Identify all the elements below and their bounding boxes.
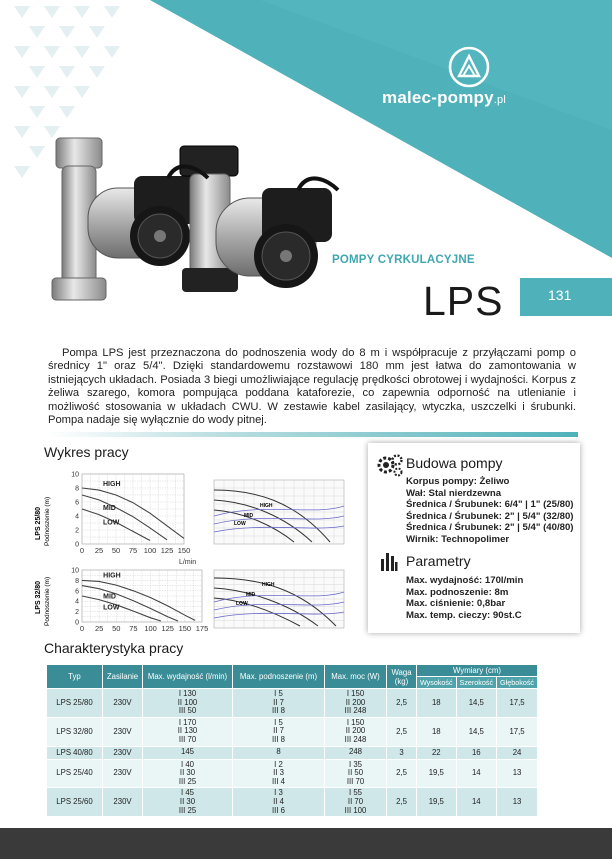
cell-glebokosc: 17,5 xyxy=(497,717,538,746)
malec-logo-icon xyxy=(446,44,492,90)
x-tick-label: 150 xyxy=(177,546,191,555)
x-tick-labels xyxy=(80,624,208,633)
table-row xyxy=(47,788,538,817)
cell-line: II 4 xyxy=(273,796,284,806)
x-tick-label: 25 xyxy=(94,546,104,555)
y-axis-label: Podnoszenie (m) xyxy=(44,576,51,626)
cell-line: I 45 xyxy=(180,788,194,798)
x-tick-label: 125 xyxy=(160,546,174,555)
curve-label-low: LOW xyxy=(103,519,120,527)
curve-label-mid: MID xyxy=(103,593,116,601)
cell-line: II 50 xyxy=(347,768,364,778)
cell-line: III 25 xyxy=(178,776,197,786)
cell-wydajnosc xyxy=(143,717,233,746)
cell-podnoszenie xyxy=(233,788,325,817)
y-tick-label: 0 xyxy=(75,541,79,549)
x-axis-label: L/min xyxy=(179,559,197,566)
cell-waga: 2,5 xyxy=(387,717,417,746)
product-description: Pompa LPS jest przeznaczona do podnoszenia wody do 8 m i współpracuje z przyłączami pomp o średnicy 1" oraz 5/4". Dzięki standardowemu rozstawowi 180 mm jest łatwa do zamontowania w istniejących układach. Posiada 3 biegi umożliwiające regulację prędkości obrotowej i wydajności. Korpus z żeliwa szarego, komora pompująca poddana kataforezie, co zapewnia odporność na utlenianie i możliwość stosowania w układach CWU. W zestawie kabel zasilający, wtyczka, uszczelki i śrubunki. Pompa nadaje się wyłącznie do wody pitnej. xyxy=(48,347,576,427)
cell-wysokosc: 18 xyxy=(417,689,457,718)
y-tick-label: 0 xyxy=(75,619,79,627)
cell-waga: 2,5 xyxy=(387,759,417,788)
cell-line: I 55 xyxy=(348,788,362,798)
cell-line: II 200 xyxy=(345,726,366,736)
curve-label-high: HIGH xyxy=(260,503,273,509)
y-tick-label: 6 xyxy=(75,588,79,596)
cell-szerokosc: 16 xyxy=(456,746,496,759)
y-axis-label: Podnoszenie (m) xyxy=(44,496,51,546)
cell-line: II 7 xyxy=(273,697,284,707)
cell-line: I 5 xyxy=(274,717,283,727)
cell-line: I 150 xyxy=(346,689,365,698)
x-tick-label: 75 xyxy=(128,546,138,555)
parameter-item: Max. ciśnienie: 0,8bar xyxy=(406,598,506,610)
cell-line: I 150 xyxy=(346,717,365,727)
cell-wysokosc: 18 xyxy=(417,717,457,746)
cell-line: III 248 xyxy=(344,706,367,716)
cell-line: II 30 xyxy=(179,796,196,806)
curve-label-mid: MID xyxy=(103,504,116,512)
y-tick-label: 8 xyxy=(75,577,79,585)
parameters-list xyxy=(406,575,578,621)
footer-bar xyxy=(0,828,612,859)
cell-zasilanie: 230V xyxy=(103,746,143,759)
cell-zasilanie: 230V xyxy=(103,759,143,788)
bar-chart-icon xyxy=(380,551,398,571)
x-tick-label: 50 xyxy=(111,546,121,555)
construction-list xyxy=(406,476,578,546)
cell-szerokosc: 14,5 xyxy=(456,689,496,718)
curve-label-high: HIGH xyxy=(262,582,275,588)
y-tick-label: 6 xyxy=(75,499,79,507)
chart-2-side-labels xyxy=(32,566,54,630)
parameter-item: Max. temp. cieczy: 90st.C xyxy=(406,609,522,621)
curve-label-mid: MID xyxy=(244,513,254,519)
cell-line: II 130 xyxy=(177,726,198,736)
parameter-item: Max. podnoszenie: 8m xyxy=(406,586,509,598)
cell-line: II 7 xyxy=(273,726,284,736)
cell-typ: LPS 40/80 xyxy=(47,746,103,759)
cell-wydajnosc xyxy=(143,759,233,788)
y-tick-label: 10 xyxy=(71,471,79,479)
cell-line: III 6 xyxy=(271,805,285,815)
x-tick-label: 175 xyxy=(195,624,209,633)
cell-waga: 2,5 xyxy=(387,689,417,718)
detailed-curve-chart-2 xyxy=(204,566,366,640)
y-tick-label: 8 xyxy=(75,485,79,493)
chart-grid xyxy=(82,474,184,544)
y-tick-label: 4 xyxy=(75,598,79,606)
detailed-curve-chart-1 xyxy=(204,476,366,556)
cell-moc xyxy=(325,689,387,718)
cell-zasilanie: 230V xyxy=(103,717,143,746)
cell-line: III 8 xyxy=(271,706,285,716)
construction-item: Wirnik: Technopolimer xyxy=(406,533,510,545)
cell-moc xyxy=(325,746,387,759)
x-tick-label: 75 xyxy=(129,624,138,633)
product-photo xyxy=(48,128,348,308)
cell-zasilanie: 230V xyxy=(103,788,143,817)
cell-moc xyxy=(325,717,387,746)
performance-chart-lps-25-80 xyxy=(54,470,214,566)
cell-szerokosc: 14 xyxy=(456,788,496,817)
performance-chart-lps-32-80 xyxy=(54,566,214,636)
chart-side-label: LPS 32/80 xyxy=(35,580,42,614)
curve-label-mid: MID xyxy=(246,592,256,598)
cell-podnoszenie xyxy=(233,689,325,718)
construction-item: Średnica / Śrubunek: 6/4" | 1" (25/80) xyxy=(406,499,574,511)
cell-line: III 70 xyxy=(178,734,197,744)
cell-typ: LPS 25/40 xyxy=(47,759,103,788)
product-model-title: LPS xyxy=(423,278,504,324)
col-header-zasilanie: Zasilanie xyxy=(103,665,143,689)
col-header-waga: Waga (kg) xyxy=(387,665,417,689)
cell-line: III 70 xyxy=(346,776,365,786)
y-tick-labels xyxy=(71,568,79,627)
cell-line: I 2 xyxy=(274,759,283,769)
cell-podnoszenie xyxy=(233,717,325,746)
cell-line: III 25 xyxy=(178,805,197,815)
cell-typ: LPS 32/80 xyxy=(47,717,103,746)
y-tick-label: 4 xyxy=(75,513,79,521)
construction-item: Średnica / Śrubunek: 2" | 5/4" (40/80) xyxy=(406,522,574,534)
x-tick-label: 100 xyxy=(143,546,157,555)
cell-line: II 30 xyxy=(179,768,196,778)
performance-table xyxy=(46,664,538,817)
cell-szerokosc: 14 xyxy=(456,759,496,788)
cell-glebokosc: 17,5 xyxy=(497,689,538,718)
cell-glebokosc: 13 xyxy=(497,788,538,817)
x-tick-label: 25 xyxy=(94,624,104,633)
section-divider xyxy=(48,432,578,437)
col-header-podnoszenie: Max. podnoszenie (m) xyxy=(233,665,325,689)
cell-wydajnosc xyxy=(143,788,233,817)
table-row xyxy=(47,746,538,759)
cell-typ: LPS 25/80 xyxy=(47,689,103,718)
cell-line: I 35 xyxy=(348,759,362,769)
y-tick-label: 2 xyxy=(75,527,79,535)
col-header-glebokosc: Głębokość xyxy=(497,677,538,689)
specification-panel xyxy=(368,443,580,633)
cell-wysokosc: 19,5 xyxy=(417,788,457,817)
col-header-moc: Max. moc (W) xyxy=(325,665,387,689)
col-header-typ: Typ xyxy=(47,665,103,689)
brand-wordmark: malec-pompy.pl xyxy=(382,88,507,107)
cell-szerokosc: 14,5 xyxy=(456,717,496,746)
cell-podnoszenie xyxy=(233,746,325,759)
gears-icon xyxy=(376,453,404,477)
chart-side-label: LPS 25/80 xyxy=(35,506,42,540)
cell-line: III 8 xyxy=(271,734,285,744)
cell-line: II 200 xyxy=(345,697,366,707)
x-tick-label: 125 xyxy=(161,624,174,633)
cell-line: III 50 xyxy=(178,706,197,716)
cell-line: I 170 xyxy=(178,717,197,727)
cell-line: I 3 xyxy=(274,788,283,798)
cell-line: I 130 xyxy=(178,689,197,698)
cell-waga: 3 xyxy=(387,746,417,759)
product-category: POMPY CYRKULACYJNE xyxy=(332,254,475,266)
x-tick-label: 100 xyxy=(144,624,157,633)
curve-label-low: LOW xyxy=(103,604,120,612)
cell-zasilanie: 230V xyxy=(103,689,143,718)
y-tick-label: 10 xyxy=(71,567,79,575)
cell-moc xyxy=(325,788,387,817)
curve-label-low: LOW xyxy=(234,521,246,527)
construction-title: Budowa pompy xyxy=(406,455,503,471)
construction-item: Korpus pompy: Żeliwo xyxy=(406,476,510,487)
x-tick-labels xyxy=(80,546,190,555)
cell-line: 248 xyxy=(348,747,362,757)
construction-item: Wał: Stal nierdzewna xyxy=(406,487,502,499)
y-tick-labels xyxy=(71,472,79,549)
page-number: 131 xyxy=(548,287,572,303)
chart-1-side-labels xyxy=(32,470,54,556)
cell-line: II 3 xyxy=(273,768,284,778)
parameters-title: Parametry xyxy=(406,553,471,569)
cell-glebokosc: 24 xyxy=(497,746,538,759)
cell-line: 8 xyxy=(276,747,281,757)
x-tick-label: 0 xyxy=(79,546,85,555)
cell-line: II 100 xyxy=(177,697,198,707)
curve-label-low: LOW xyxy=(236,601,248,607)
table-body xyxy=(47,689,538,817)
y-tick-label: 2 xyxy=(75,609,79,617)
table-row xyxy=(47,759,538,788)
construction-item: Średnica / Śrubunek: 2" | 5/4" (32/80) xyxy=(406,510,574,522)
curve-label-high: HIGH xyxy=(103,572,121,580)
cell-line: I 5 xyxy=(274,689,283,698)
col-header-wydajnosc: Max. wydajność (l/min) xyxy=(143,665,233,689)
cell-line: I 40 xyxy=(180,759,194,769)
cell-line: III 100 xyxy=(344,805,367,815)
cell-wysokosc: 22 xyxy=(417,746,457,759)
cell-wysokosc: 19,5 xyxy=(417,759,457,788)
cell-wydajnosc xyxy=(143,689,233,718)
cell-typ: LPS 25/60 xyxy=(47,788,103,817)
col-header-wysokosc: Wysokość xyxy=(417,677,457,689)
chart-section-title: Wykres pracy xyxy=(44,444,129,460)
cell-podnoszenie xyxy=(233,759,325,788)
cell-line: III 248 xyxy=(344,734,367,744)
x-tick-label: 150 xyxy=(178,624,192,633)
table-row xyxy=(47,689,538,718)
cell-waga: 2,5 xyxy=(387,788,417,817)
cell-glebokosc: 13 xyxy=(497,759,538,788)
x-tick-label: 50 xyxy=(112,624,121,633)
x-tick-label: 0 xyxy=(79,624,85,633)
cell-wydajnosc xyxy=(143,746,233,759)
cell-moc xyxy=(325,759,387,788)
table-row xyxy=(47,717,538,746)
table-section-title: Charakterystyka pracy xyxy=(44,640,184,656)
curve-label-high: HIGH xyxy=(103,481,121,489)
cell-line: III 4 xyxy=(271,776,285,786)
cell-line: II 70 xyxy=(347,796,364,806)
cell-line: 145 xyxy=(180,747,194,757)
col-header-wymiary: Wymiary (cm) xyxy=(417,665,538,677)
col-header-szerokosc: Szerokość xyxy=(456,677,496,689)
parameter-item: Max. wydajność: 170l/min xyxy=(406,575,524,586)
